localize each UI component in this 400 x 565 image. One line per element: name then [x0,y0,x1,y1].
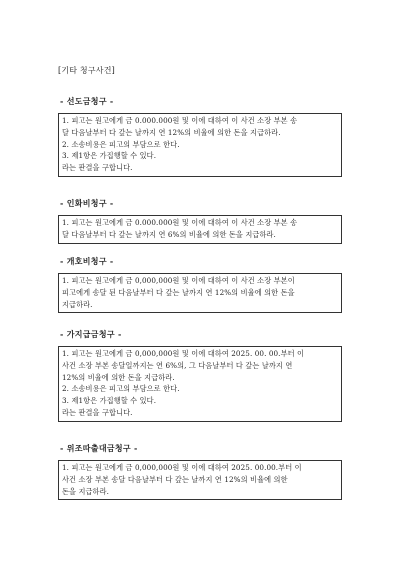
section-print-fee-claim [58,198,342,244]
claim-line: 2. 소송비용은 피고의 부담으로 한다. [62,139,180,149]
claim-line: 1. 피고는 원고에게 금 0.000.000원 및 이에 대하여 이 사건 소장 부본 송 [62,218,298,227]
claim-box [58,273,342,313]
claim-line: 3. 제1항은 가집행할 수 있다. [62,151,157,161]
claim-line: 3. 제1항은 가집행할 수 있다. [62,396,157,406]
section-forged-withdrawal-claim [58,443,342,500]
claim-line: 라는 판결을 구합니다. [62,163,133,173]
section-heading: - 인화비청구 - [60,198,114,208]
section-provisional-payment-claim [58,329,342,422]
section-advance-payment-claim [58,96,342,177]
document-title: [기타 청구사건] [58,66,115,75]
claim-line: 피고에게 송달 된 다음날부터 다 갚는 날까지 연 12%의 비율에 의한 돈을 [62,287,295,297]
claim-line: 1. 피고는 원고에게 금 0,000,000원 및 이에 대하여 이 사건 소장 부본이 [62,276,295,285]
section-heading: - 위조따출대금청구 - [60,443,138,453]
claim-line: 사건 소장 부본 송달 다음날부터 다 갚는 날까지 연 12%의 비율에 의한 [62,474,288,484]
section-heading: - 가지급금청구 - [60,329,122,339]
section-nursing-care-claim [58,256,342,313]
claim-box [58,460,342,500]
claim-line: 라는 판결을 구합니다. [62,407,133,417]
claim-box [58,215,342,244]
claim-line: 1. 피고는 원고에게 금 0,000,000원 및 이에 대하여 2025. 00.00.부터 이 [62,463,302,472]
section-heading: - 개호비청구 - [60,256,114,266]
claim-line: 달 다음날부터 다 갚는 날까지 연 6%의 비율에 의한 돈을 지급하라. [62,229,276,239]
claim-box [58,346,342,422]
claim-line: 지급하라. [62,299,93,309]
claim-line: 달 다음날부터 다 갚는 날까지 연 12%의 비율에 의한 돈을 지급하라. [62,127,281,137]
claim-line: 사건 소장 부본 송달일까지는 연 6%의, 그 다음날부터 다 갚는 날까지 연 [62,360,293,370]
claim-line: 12%의 비율에 의한 돈을 지급하라. [62,372,175,382]
claim-line: 1. 피고는 원고에게 금 0.000.000원 및 이에 대하여 이 사건 소장 부본 송 [62,116,298,125]
claim-box [58,113,342,177]
claim-line: 2. 소송비용은 피고의 부담으로 한다. [62,384,180,394]
claim-line: 돈을 지급하라. [62,486,110,496]
section-heading: - 선도금청구 - [60,96,114,106]
claim-line: 1. 피고는 원고에게 금 0,000,000원 및 이에 대하여 2025. 00. 00.부터 이 [62,349,305,358]
